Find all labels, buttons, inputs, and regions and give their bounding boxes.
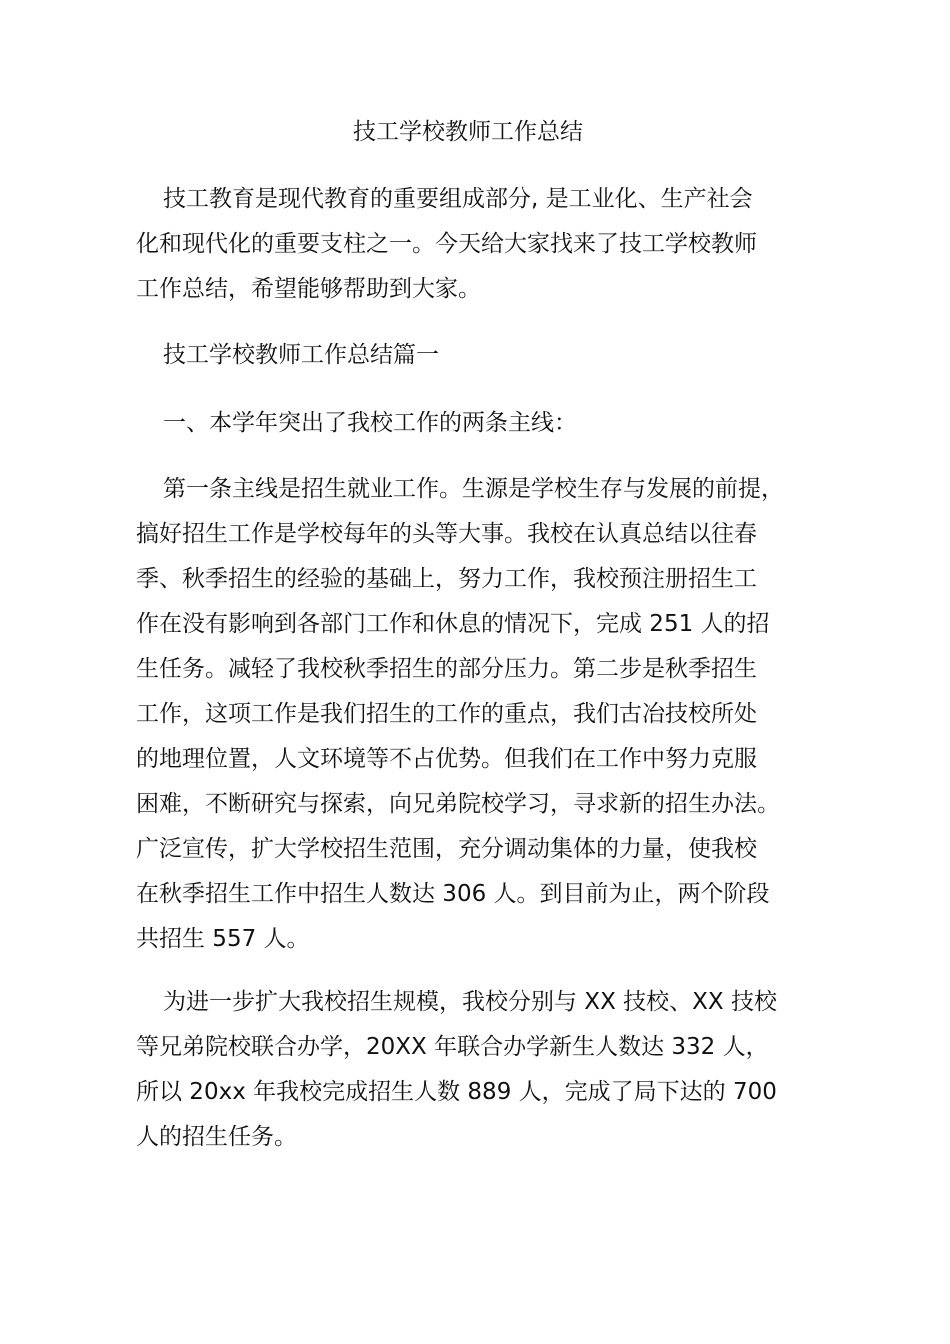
paragraph-line: 的地理位置，人文环境等不占优势。但我们在工作中努力克服 (136, 746, 757, 772)
paragraph-line: 广泛宣传，扩大学校招生范围，充分调动集体的力量，使我校 (136, 836, 757, 862)
paragraph-line: 作在没有影响到各部门工作和休息的情况下，完成 251 人的招 (136, 611, 770, 637)
paragraph-line: 化和现代化的重要支柱之一。今天给大家找来了技工学校教师 (136, 231, 757, 257)
paragraph-line: 搞好招生工作是学校每年的头等大事。我校在认真总结以往春 (136, 521, 757, 547)
document-title: 技工学校教师工作总结 (353, 119, 583, 145)
paragraph-line: 人的招生任务。 (136, 1124, 297, 1150)
section-heading-text: 技工学校教师工作总结篇一 (163, 342, 439, 368)
paragraph-line: 所以 20xx 年我校完成招生人数 889 人，完成了局下达的 700 (136, 1079, 777, 1105)
body-paragraph-enrollment (136, 467, 808, 962)
paragraph-line: 季、秋季招生的经验的基础上，努力工作，我校预注册招生工 (136, 566, 757, 592)
paragraph-line: 等兄弟院校联合办学，20XX 年联合办学新生人数达 332 人， (136, 1034, 769, 1060)
paragraph-line: 在秋季招生工作中招生人数达 306 人。到目前为止，两个阶段 (136, 881, 770, 907)
subsection-heading-text: 一、本学年突出了我校工作的两条主线： (163, 410, 577, 436)
paragraph-line: 工作，这项工作是我们招生的工作的重点，我们古冶技校所处 (136, 701, 757, 727)
paragraph-line: 第一条主线是招生就业工作。生源是学校生存与发展的前提， (163, 476, 784, 502)
subsection-heading (136, 401, 808, 446)
body-paragraph-joint-schooling (136, 980, 808, 1160)
intro-paragraph (136, 177, 808, 312)
paragraph-line: 技工教育是现代教育的重要组成部分, 是工业化、生产社会 (163, 186, 753, 212)
paragraph-line: 生任务。减轻了我校秋季招生的部分压力。第二步是秋季招生 (136, 656, 757, 682)
paragraph-line: 为进一步扩大我校招生规模，我校分别与 XX 技校、XX 技校 (163, 989, 777, 1015)
paragraph-line: 共招生 557 人。 (136, 926, 310, 952)
section-heading (136, 333, 808, 378)
paragraph-line: 工作总结，希望能够帮助到大家。 (136, 276, 481, 302)
paragraph-line: 困难，不断研究与探索，向兄弟院校学习，寻求新的招生办法。 (136, 791, 780, 817)
